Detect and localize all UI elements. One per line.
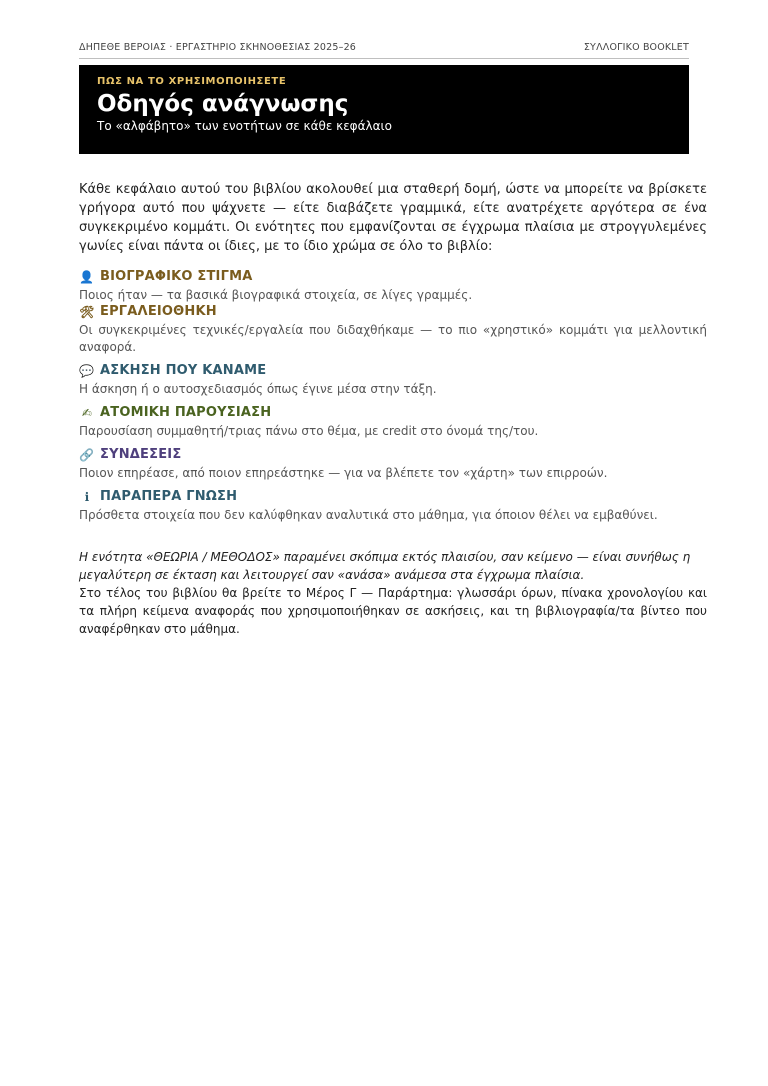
header-organization: ΔΗΠΕΘΕ ΒΕΡΟΙΑΣ · ΕΡΓΑΣΤΗΡΙΟ ΣΚΗΝΟΘΕΣΙΑΣ 2025–26 [79, 42, 357, 53]
section-description: Παρουσίαση συμμαθητή/τριας πάνω στο θέμα, με credit στο όνομά της/του. [79, 424, 539, 438]
section-biography [79, 268, 707, 304]
header-booklet-label: ΣΥΛΛΟΓΙΚΟ BOOKLET [583, 42, 689, 53]
section-title: ΑΤΟΜΙΚΗ ΠΑΡΟΥΣΙΑΣΗ [100, 405, 272, 420]
section-exercise [79, 362, 707, 398]
running-header [79, 40, 689, 59]
intro-paragraph: Κάθε κεφάλαιο αυτού του βιβλίου ακολουθεί μια σταθερή δομή, ώστε να μπορείτε να βρίσκετε γρήγορα αυτό που ψάχνετε — είτε διαβάζετε γραμμικά, είτε ανατρέχετε αργότερα σε ένα συγκεκριμένο κομμάτι. Οι ενότητες που εμφανίζονται σε έγχρωμα πλαίσια με στρογγυλεμένες γωνίες είναι πάντα οι ίδιες, με το ίδιο χρώμα σε όλο το βιβλίο: [79, 182, 707, 254]
page-subtitle: Το «αλφάβητο» των ενοτήτων σε κάθε κεφάλαιο [97, 119, 392, 133]
section-title: ΒΙΟΓΡΑΦΙΚΟ ΣΤΙΓΜΑ [100, 269, 253, 284]
section-title: ΠΑΡΑΠΕΡΑ ΓΝΩΣΗ [100, 489, 238, 504]
section-presentation [79, 404, 707, 440]
title-banner [79, 65, 689, 154]
person-icon: 👤 [79, 270, 95, 284]
info-icon: ℹ [84, 490, 90, 504]
closing-note [79, 548, 707, 638]
section-title: ΕΡΓΑΛΕΙΟΘΗΚΗ [100, 304, 217, 319]
section-title: ΑΣΚΗΣΗ ΠΟΥ ΚΑΝΑΜΕ [100, 363, 267, 378]
section-description: Ποιος ήταν — τα βασικά βιογραφικά στοιχεία, σε λίγες γραμμές. [79, 288, 473, 302]
theory-note: Η ενότητα «ΘΕΩΡΙΑ / ΜΕΘΟΔΟΣ» παραμένει σκόπιμα εκτός πλαισίου, σαν κείμενο — είναι συνήθως η μεγαλύτερη σε έκταση και λειτουργεί σαν «ανάσα» ανάμεσα στα έγχρωμα πλαίσια. [79, 550, 691, 582]
section-title: ΣΥΝΔΕΣΕΙΣ [100, 447, 182, 462]
section-description: Η άσκηση ή ο αυτοσχεδιασμός όπως έγινε μέσα στην τάξη. [79, 382, 437, 396]
section-toolbox [79, 303, 707, 356]
section-description: Πρόσθετα στοιχεία που δεν καλύφθηκαν αναλυτικά στο μάθημα, για όποιον θέλει να εμβαθύνει. [79, 508, 658, 522]
link-icon: 🔗 [79, 448, 95, 462]
tools-icon: 🛠 [79, 305, 95, 319]
page-title: Οδηγός ανάγνωσης [97, 91, 349, 117]
speech-bubble-icon: 💬 [79, 364, 95, 378]
section-connections [79, 446, 707, 482]
appendix-note: Στο τέλος του βιβλίου θα βρείτε το Μέρος Γ — Παράρτημα: γλωσσάρι όρων, πίνακα χρονολογίου και τα πλήρη κείμενα αναφοράς που χρησιμοποιήθηκαν σε ασκήσεις, και τη βιβλιογραφία/τα βίντεο που αναφέρθηκαν στο μάθημα. [79, 586, 707, 636]
banner-kicker: ΠΩΣ ΝΑ ΤΟ ΧΡΗΣΙΜΟΠΟΙΗΣΕΤΕ [97, 76, 287, 87]
writing-hand-icon: ✍ [81, 406, 93, 420]
section-description: Οι συγκεκριμένες τεχνικές/εργαλεία που διδαχθήκαμε — το πιο «χρηστικό» κομμάτι για μελλοντική αναφορά. [79, 323, 707, 354]
section-description: Ποιον επηρέασε, από ποιον επηρεάστηκε — για να βλέπετε τον «χάρτη» των επιρροών. [79, 466, 608, 480]
section-further-knowledge [79, 488, 707, 524]
